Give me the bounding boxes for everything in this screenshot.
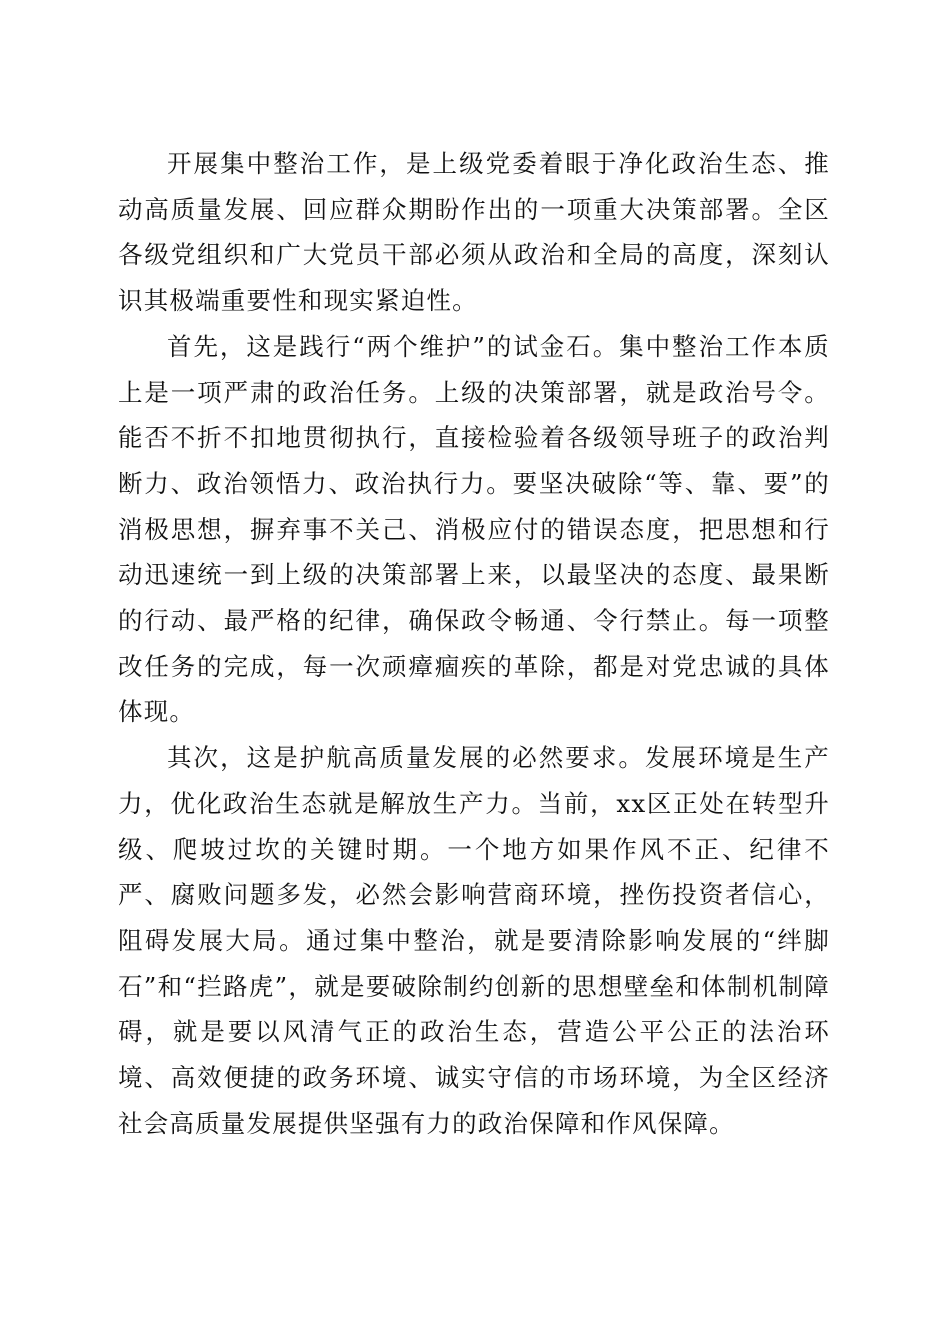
paragraph-first-point: 首先，这是践行“两个维护”的试金石。集中整治工作本质上是一项严肃的政治任务。上级的决策部署，就是政治号令。能否不折不扣地贯彻执行，直接检验着各级领导班子的政治判断力、政治领悟力、政治执行力。要坚决破除“等、靠、要”的消极思想，摒弃事不关己、消极应付的错误态度，把思想和行动迅速统一到上级的决策部署上来，以最坚决的态度、最果断的行动、最严格的纪律，确保政令畅通、令行禁止。每一项整改任务的完成，每一次顽瘴痼疾的革除，都是对党忠诚的具体体现。 xyxy=(118,331,830,727)
paragraph-intro: 开展集中整治工作，是上级党委着眼于净化政治生态、推动高质量发展、回应群众期盼作出的一项重大决策部署。全区各级党组织和广大党员干部必须从政治和全局的高度，深刻认识其极端重要性和现实紧迫性。 xyxy=(118,149,830,316)
paragraph-second-point: 其次，这是护航高质量发展的必然要求。发展环境是生产力，优化政治生态就是解放生产力。当前，xx区正处在转型升级、爬坡过坎的关键时期。一个地方如果作风不正、纪律不严、腐败问题多发，必然会影响营商环境，挫伤投资者信心，阻碍发展大局。通过集中整治，就是要清除影响发展的“绊脚石”和“拦路虎”，就是要破除制约创新的思想壁垒和体制机制障碍，就是要以风清气正的政治生态，营造公平公正的法治环境、高效便捷的政务环境、诚实守信的市场环境，为全区经济社会高质量发展提供坚强有力的政治保障和作风保障。 xyxy=(118,743,830,1138)
document-body xyxy=(118,141,830,1146)
